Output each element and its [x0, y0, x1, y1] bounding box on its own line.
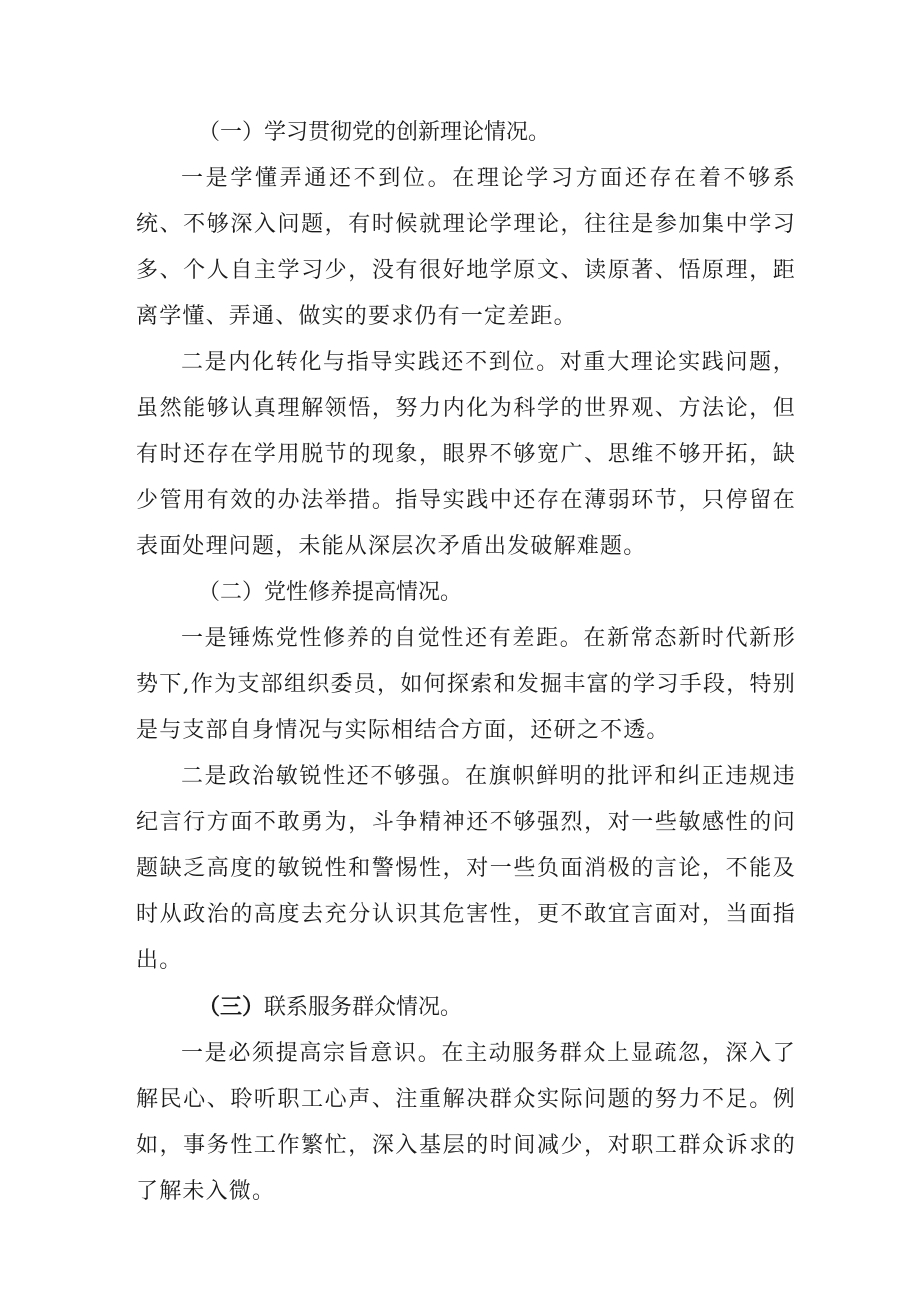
- section-heading-2: （二）党性修养提高情况。: [198, 580, 463, 605]
- paragraph: 一是锤炼党性修养的自觉性还有差距。在新常态新时代新形势下,作为支部组织委员，如何探索和发掘丰富的学习手段，特别是与支部自身情况与实际相结合方面，还研之不透。: [136, 626, 796, 743]
- paragraph: 一是学懂弄通还不到位。在理论学习方面还存在着不够系统、不够深入问题，有时候就理论学理论，往往是参加集中学习多、个人自主学习少，没有很好地学原文、读原著、悟原理，距离学懂、弄通、做实的要求仍有一定差距。: [136, 166, 796, 329]
- paragraph: 二是政治敏锐性还不够强。在旗帜鲜明的批评和纠正违规违纪言行方面不敢勇为，斗争精神还不够强烈，对一些敏感性的问题缺乏高度的敏锐性和警惕性，对一些负面消极的言论，不能及时从政治的高度去充分认识其危害性，更不敢宜言面对，当面指出。: [136, 764, 796, 973]
- section-heading-3-number: （三）: [198, 994, 265, 1020]
- paragraph: 二是内化转化与指导实践还不到位。对重大理论实践问题，虽然能够认真理解领悟，努力内化为科学的世界观、方法论，但有时还存在学用脱节的现象，眼界不够宽广、思维不够开拓，缺少管用有效的办法举措。指导实践中还存在薄弱环节，只停留在表面处理问题，未能从深层次矛盾出发破解难题。: [136, 350, 796, 559]
- section-heading-1: （一）学习贯彻党的创新理论情况。: [198, 120, 551, 145]
- section-heading-3: [136, 984, 796, 1031]
- section-heading-3-text: 联系服务群众情况。: [264, 995, 463, 1020]
- document-body: [136, 110, 796, 1215]
- paragraph: 一是必须提高宗旨意识。在主动服务群众上显疏忽，深入了解民心、聆听职工心声、注重解决群众实际问题的努力不足。例如，事务性工作繁忙，深入基层的时间减少，对职工群众诉求的了解未入微。: [136, 1041, 796, 1204]
